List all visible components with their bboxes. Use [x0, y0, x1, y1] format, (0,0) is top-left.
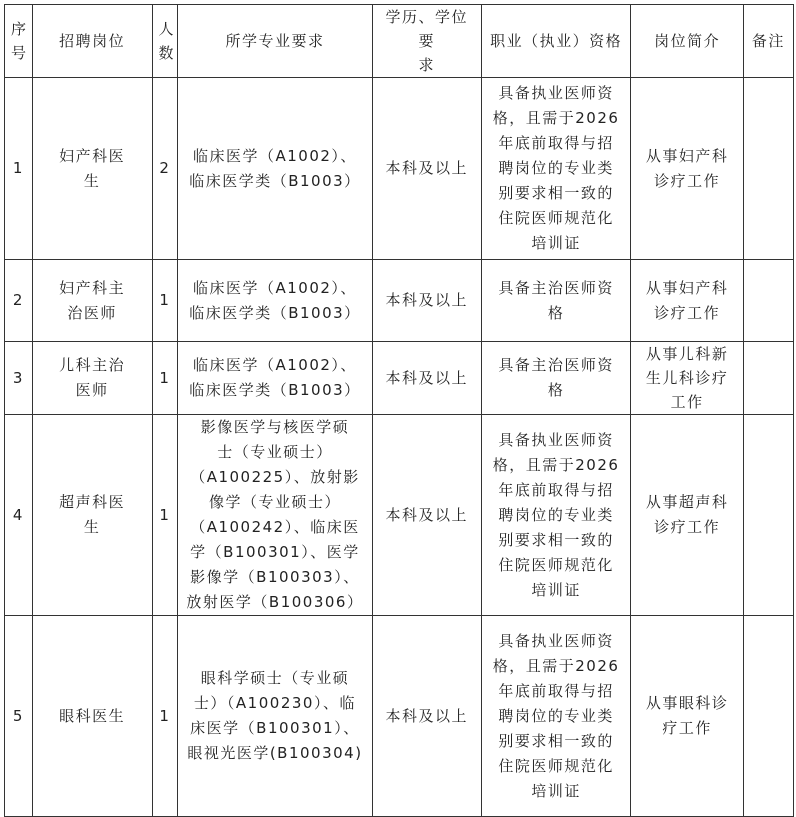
cell-major: 临床医学（A1002）、 临床医学类（B1003）: [178, 260, 373, 342]
cell-seq: 1: [5, 78, 33, 260]
cell-major: 临床医学（A1002）、 临床医学类（B1003）: [178, 78, 373, 260]
header-qualification: 职业（执业）资格: [481, 5, 631, 78]
cell-intro: 从事妇产科 诊疗工作: [631, 78, 743, 260]
cell-intro: 从事眼科诊 疗工作: [631, 616, 743, 817]
header-remark: 备注: [743, 5, 793, 78]
cell-remark: [743, 78, 793, 260]
cell-remark: [743, 616, 793, 817]
cell-count: 1: [152, 415, 178, 616]
cell-post: 儿科主治 医师: [32, 342, 152, 415]
cell-count: 1: [152, 616, 178, 817]
cell-intro: 从事超声科 诊疗工作: [631, 415, 743, 616]
cell-major: 眼科学硕士（专业硕 士）（A100230）、临 床医学（B100301）、 眼视光医学(B100304): [178, 616, 373, 817]
table-row: [5, 415, 794, 616]
cell-count: 1: [152, 260, 178, 342]
cell-post: 眼科医生: [32, 616, 152, 817]
cell-qualification: 具备主治医师资 格: [481, 260, 631, 342]
cell-post: 妇产科医 生: [32, 78, 152, 260]
header-seq: 序 号: [5, 5, 33, 78]
table-row: [5, 78, 794, 260]
table-row: [5, 260, 794, 342]
cell-post: 妇产科主 治医师: [32, 260, 152, 342]
cell-education: 本科及以上: [372, 616, 481, 817]
cell-major: 临床医学（A1002）、 临床医学类（B1003）: [178, 342, 373, 415]
recruitment-table: [4, 4, 794, 817]
cell-qualification: 具备主治医师资 格: [481, 342, 631, 415]
cell-education: 本科及以上: [372, 260, 481, 342]
header-education: 学历、学位要 求: [372, 5, 481, 78]
cell-seq: 3: [5, 342, 33, 415]
cell-qualification: 具备执业医师资 格，且需于2026 年底前取得与招 聘岗位的专业类 别要求相一致的 住院医师规范化 培训证: [481, 415, 631, 616]
cell-education: 本科及以上: [372, 78, 481, 260]
header-intro: 岗位简介: [631, 5, 743, 78]
cell-education: 本科及以上: [372, 415, 481, 616]
header-major: 所学专业要求: [178, 5, 373, 78]
cell-intro: 从事儿科新 生儿科诊疗 工作: [631, 342, 743, 415]
cell-major: 影像医学与核医学硕 士（专业硕士） （A100225）、放射影 像学（专业硕士） （A100242）、临床医 学（B100301）、医学 影像学（B100303）、 放射医学（B100306）: [178, 415, 373, 616]
cell-qualification: 具备执业医师资 格，且需于2026 年底前取得与招 聘岗位的专业类 别要求相一致的 住院医师规范化 培训证: [481, 616, 631, 817]
header-row: [5, 5, 794, 78]
cell-remark: [743, 260, 793, 342]
cell-remark: [743, 342, 793, 415]
table-row: [5, 342, 794, 415]
header-post: 招聘岗位: [32, 5, 152, 78]
cell-remark: [743, 415, 793, 616]
cell-seq: 4: [5, 415, 33, 616]
table-row: [5, 616, 794, 817]
cell-intro: 从事妇产科 诊疗工作: [631, 260, 743, 342]
header-count: 人 数: [152, 5, 178, 78]
cell-seq: 2: [5, 260, 33, 342]
cell-education: 本科及以上: [372, 342, 481, 415]
cell-qualification: 具备执业医师资 格，且需于2026 年底前取得与招 聘岗位的专业类 别要求相一致的 住院医师规范化 培训证: [481, 78, 631, 260]
cell-count: 1: [152, 342, 178, 415]
cell-post: 超声科医 生: [32, 415, 152, 616]
cell-count: 2: [152, 78, 178, 260]
cell-seq: 5: [5, 616, 33, 817]
